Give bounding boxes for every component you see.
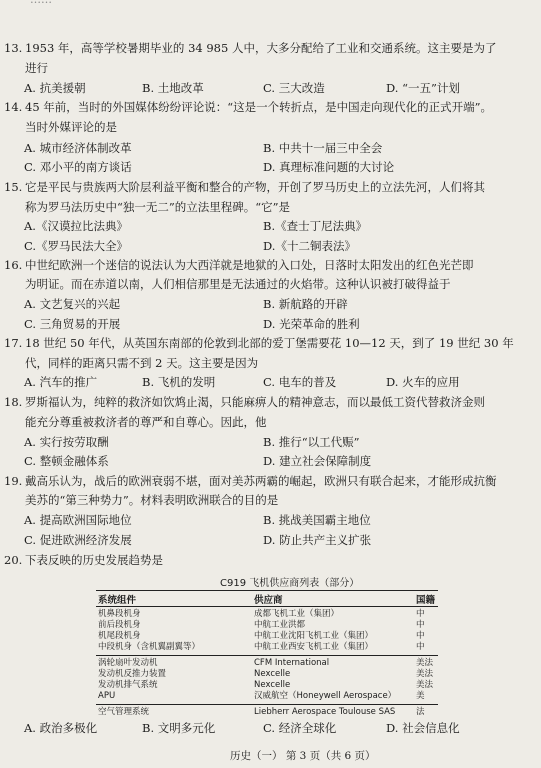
cell-supplier: 中航工业洪都	[254, 620, 306, 630]
option-b: B. 土地改革	[142, 81, 204, 95]
option-a: A. 政治多极化	[24, 721, 98, 735]
option-d: D. 防止共产主义扩张	[263, 533, 372, 547]
cell-supplier: CFM International	[254, 658, 330, 668]
top-cut-text	[0, 0, 541, 28]
option-b: B. 中共十一届三中全会	[263, 141, 383, 155]
question-text: 进行	[25, 61, 48, 75]
option-d: D. 光荣革命的胜利	[263, 317, 360, 331]
option-d: D. “一五”计划	[386, 81, 460, 95]
question-number: 18.	[4, 395, 23, 409]
cell-nationality: 中	[416, 642, 425, 652]
header-supplier: 供应商	[254, 595, 283, 606]
cell-nationality: 中	[416, 631, 425, 641]
question-text: 称为罗马法历史中“独一无二”的立法里程碑。“它”是	[25, 200, 291, 214]
table-row	[96, 609, 438, 620]
cell-nationality: 法	[416, 707, 425, 717]
table-row	[96, 669, 438, 680]
table-row	[96, 691, 438, 702]
question-text: 代，同样的距离只需不到 2 天。这主要是因为	[25, 356, 259, 370]
question-text: 美苏的“第三种势力”。材料表明欧洲联合的目的是	[25, 493, 279, 507]
table-row	[96, 631, 438, 642]
table-header-rule	[96, 606, 438, 607]
page-footer: 历史（一） 第 3 页（共 6 页）	[230, 750, 376, 762]
option-c: C. 电车的普及	[263, 375, 337, 389]
table-row	[96, 620, 438, 631]
question-number: 14.	[4, 100, 23, 114]
option-a: A. 城市经济体制改革	[24, 141, 132, 155]
table-header	[96, 592, 438, 606]
question-number: 13.	[4, 41, 23, 55]
cell-nationality: 中	[416, 620, 425, 630]
question-text: 为明证。而在赤道以南，人们相信那里是无法通过的火焰带。这种认识被打破得益于	[25, 277, 451, 291]
option-a: A. 文艺复兴的兴起	[24, 297, 121, 311]
option-a: A.《汉谟拉比法典》	[24, 219, 128, 233]
header-nationality: 国籍	[416, 595, 436, 606]
cell-nationality: 美法	[416, 669, 434, 679]
option-c: C.《罗马民法大全》	[24, 239, 129, 253]
option-d: D. 火车的应用	[386, 375, 460, 389]
option-c: C. 邓小平的南方谈话	[24, 160, 132, 174]
question-text: 下表反映的历史发展趋势是	[25, 553, 163, 567]
top-cut-fragment	[30, 0, 52, 6]
cell-component: 机鼻段机身	[98, 609, 141, 619]
cell-supplier: Nexcelle	[254, 669, 291, 679]
option-d: D. 真理标准问题的大讨论	[263, 160, 395, 174]
cell-nationality: 美	[416, 691, 425, 701]
cell-nationality: 美法	[416, 680, 434, 690]
cell-component: APU	[98, 691, 116, 701]
option-c: C. 三角贸易的开展	[24, 317, 121, 331]
question-number: 17.	[4, 336, 23, 350]
cell-supplier: Liebherr Aerospace Toulouse SAS	[254, 707, 396, 717]
option-a: A. 提高欧洲国际地位	[24, 513, 132, 527]
cell-supplier: Nexcelle	[254, 680, 291, 690]
cell-supplier: 成都飞机工业（集团）	[254, 609, 340, 619]
cell-supplier: 中航工业西安飞机工业（集团）	[254, 642, 374, 652]
option-a: A. 实行按劳取酬	[24, 435, 109, 449]
table-row	[96, 680, 438, 691]
cell-supplier: 汉威航空（Honeywell Aerospace）	[254, 691, 397, 701]
option-b: B.《查士丁尼法典》	[263, 219, 368, 233]
option-d: D.《十二铜表法》	[263, 239, 356, 253]
question-text: 戴高乐认为，战后的欧洲衰弱不堪，面对美苏两霸的崛起，欧洲只有联合起来，才能形成抗衡	[25, 474, 497, 488]
option-b: B. 新航路的开辟	[263, 297, 348, 311]
table-row	[96, 707, 438, 718]
question-number: 15.	[4, 180, 23, 194]
cell-component: 发动机反推力装置	[98, 669, 167, 679]
header-component: 系统组件	[98, 595, 137, 606]
question-text: 能充分尊重被救济者的尊严和自尊心。因此，他	[25, 415, 267, 429]
cell-nationality: 中	[416, 609, 425, 619]
option-c: C. 整顿金融体系	[24, 454, 109, 468]
question-text: 中世纪欧洲一个迷信的说法认为大西洋就是地狱的入口处，日落时太阳发出的红色光芒即	[25, 258, 474, 272]
question-number: 16.	[4, 258, 23, 272]
option-d: D. 建立社会保障制度	[263, 454, 372, 468]
question-text: 当时外媒评论的是	[25, 120, 117, 134]
cell-component: 空气管理系统	[98, 707, 150, 717]
cell-supplier: 中航工业沈阳飞机工业（集团）	[254, 631, 374, 641]
option-c: C. 促进欧洲经济发展	[24, 533, 132, 547]
question-text: 它是平民与贵族两大阶层利益平衡和整合的产物，开创了罗马历史上的立法先河，人们将其	[25, 180, 485, 194]
table-row	[96, 658, 438, 669]
option-a: A. 抗美援朝	[24, 81, 86, 95]
table-title: C919 飞机供应商列表（部分）	[220, 578, 360, 589]
table-top-rule	[96, 590, 438, 591]
question-text: 18 世纪 50 年代，从英国东南部的伦敦到北部的爱丁堡需要花 10—12 天，到了 19 世纪 30 年	[25, 336, 514, 350]
option-b: B. 推行“以工代赈”	[263, 435, 360, 449]
option-b: B. 挑战美国霸主地位	[263, 513, 371, 527]
option-c: C. 经济全球化	[263, 721, 337, 735]
question-text: 1953 年，高等学校暑期毕业的 34 985 人中，大多分配给了工业和交通系统。这主要是为了	[25, 41, 497, 55]
cell-nationality: 美法	[416, 658, 434, 668]
option-b: B. 飞机的发明	[142, 375, 216, 389]
question-text: 45 年前，当时的外国媒体纷纷评论说：“这是一个转折点，是中国走向现代化的正式开端”。	[25, 100, 493, 114]
cell-component: 机尾段机身	[98, 631, 141, 641]
table-group-rule	[96, 655, 438, 656]
question-text: 罗斯福认为，纯粹的救济如饮鸩止渴，只能麻痹人的精神意志，而以最低工资代替救济金则	[25, 395, 485, 409]
option-b: B. 文明多元化	[142, 721, 216, 735]
table-group-rule	[96, 704, 438, 705]
cell-component: 中段机身（含机翼副翼等）	[98, 642, 201, 652]
table-row	[96, 642, 438, 653]
option-c: C. 三大改造	[263, 81, 325, 95]
cell-component: 发动机排气系统	[98, 680, 158, 690]
option-a: A. 汽车的推广	[24, 375, 98, 389]
cell-component: 前后段机身	[98, 620, 141, 630]
question-number: 20.	[4, 553, 23, 567]
question-number: 19.	[4, 474, 23, 488]
cell-component: 涡轮扇叶发动机	[98, 658, 158, 668]
option-d: D. 社会信息化	[386, 721, 460, 735]
